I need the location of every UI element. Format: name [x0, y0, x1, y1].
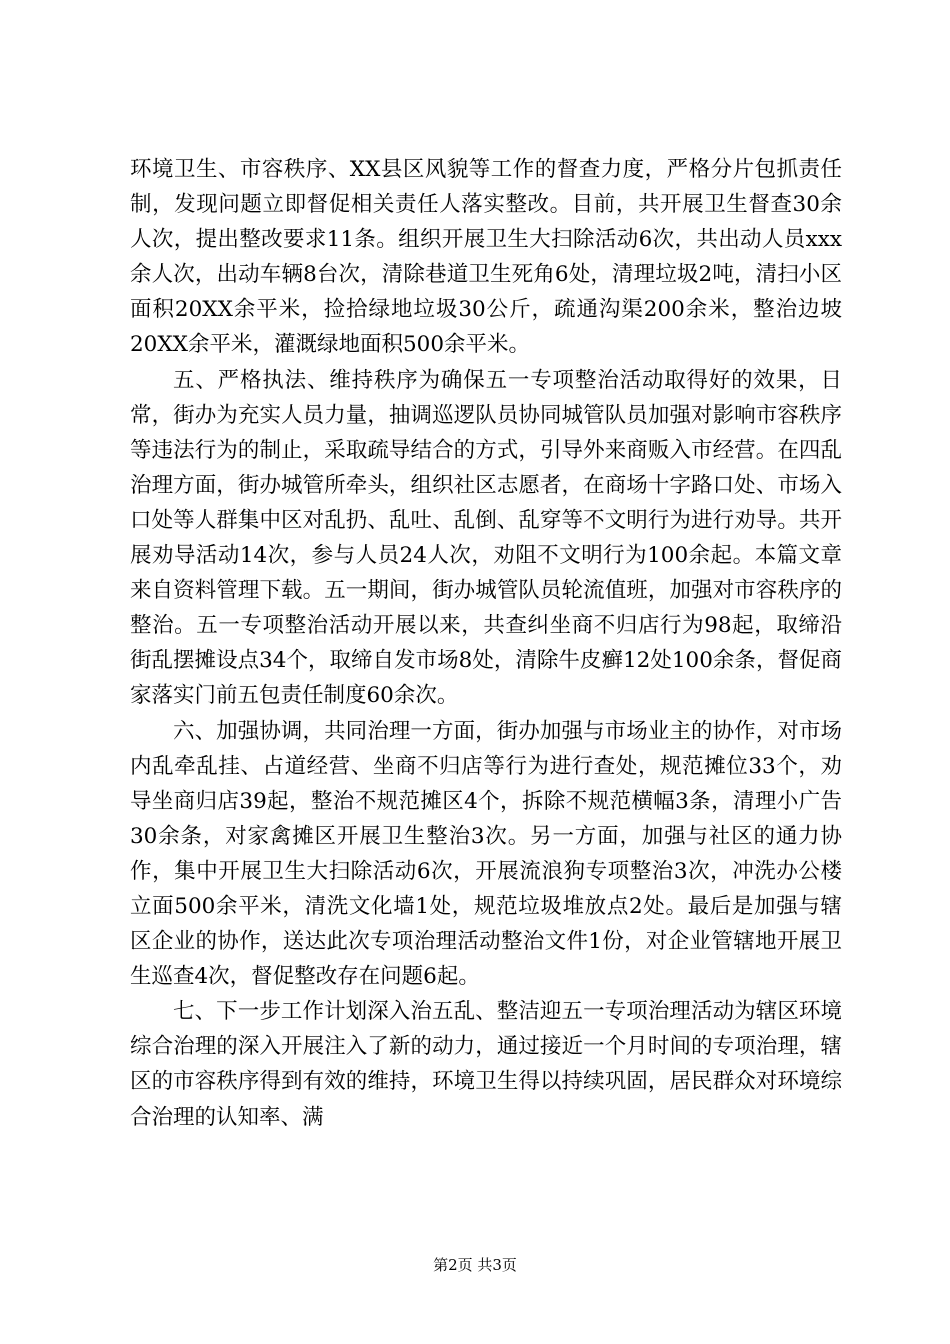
paragraph-section-7: 七、下一步工作计划深入治五乱、整洁迎五一专项治理活动为辖区环境综合治理的深入开展注入了新的动力，通过接近一个月时间的专项治理，辖区的市容秩序得到有效的维持，环境卫生得以持续巩固，居民群众对环境综合治理的认知率、满: [130, 999, 842, 1130]
page-footer: 第2页 共3页: [433, 1256, 517, 1274]
paragraph-section-5: 五、严格执法、维持秩序为确保五一专项整治活动取得好的效果，日常，街办为充实人员力量，抽调巡逻队员协同城管队员加强对影响市容秩序等违法行为的制止，采取疏导结合的方式，引导外来商贩入市经营。在四乱治理方面，街办城管所牵头，组织社区志愿者，在商场十字路口处、市场入口处等人群集中区对乱扔、乱吐、乱倒、乱穿等不文明行为进行劝导。共开展劝导活动14次，参与人员24人次，劝阻不文明行为100余起。本篇文章来自资料管理下载。五一期间，街办城管队员轮流值班，加强对市容秩序的整治。五一专项整治活动开展以来，共查纠坐商不归店行为98起，取缔沿街乱摆摊设点34个，取缔自发市场8处，清除牛皮癣12处100余条，督促商家落实门前五包责任制度60余次。: [130, 367, 842, 709]
paragraph-continuation: 环境卫生、市容秩序、XX县区风貌等工作的督查力度，严格分片包抓责任制，发现问题立即督促相关责任人落实整改。目前，共开展卫生督查30余人次，提出整改要求11条。组织开展卫生大扫除活动6次，共出动人员xxx余人次，出动车辆8台次，清除巷道卫生死角6处，清理垃圾2吨，清扫小区面积20XX余平米，捡拾绿地垃圾30公斤，疏通沟渠200余米，整治边坡20XX余平米，灌溉绿地面积500余平米。: [130, 157, 842, 358]
document-body: [130, 152, 842, 1135]
paragraph-section-6: 六、加强协调，共同治理一方面，街办加强与市场业主的协作，对市场内乱牵乱挂、占道经营、坐商不归店等行为进行查处，规范摊位33个，劝导坐商归店39起，整治不规范摊区4个，拆除不规范横幅3条，清理小广告30余条，对家禽摊区开展卫生整治3次。另一方面，加强与社区的通力协作，集中开展卫生大扫除活动6次，开展流浪狗专项整治3次，冲洗办公楼立面500余平米，清洗文化墙1处，规范垃圾堆放点2处。最后是加强与辖区企业的协作，送达此次专项治理活动整治文件1份，对企业管辖地开展卫生巡查4次，督促整改存在问题6起。: [130, 718, 842, 990]
